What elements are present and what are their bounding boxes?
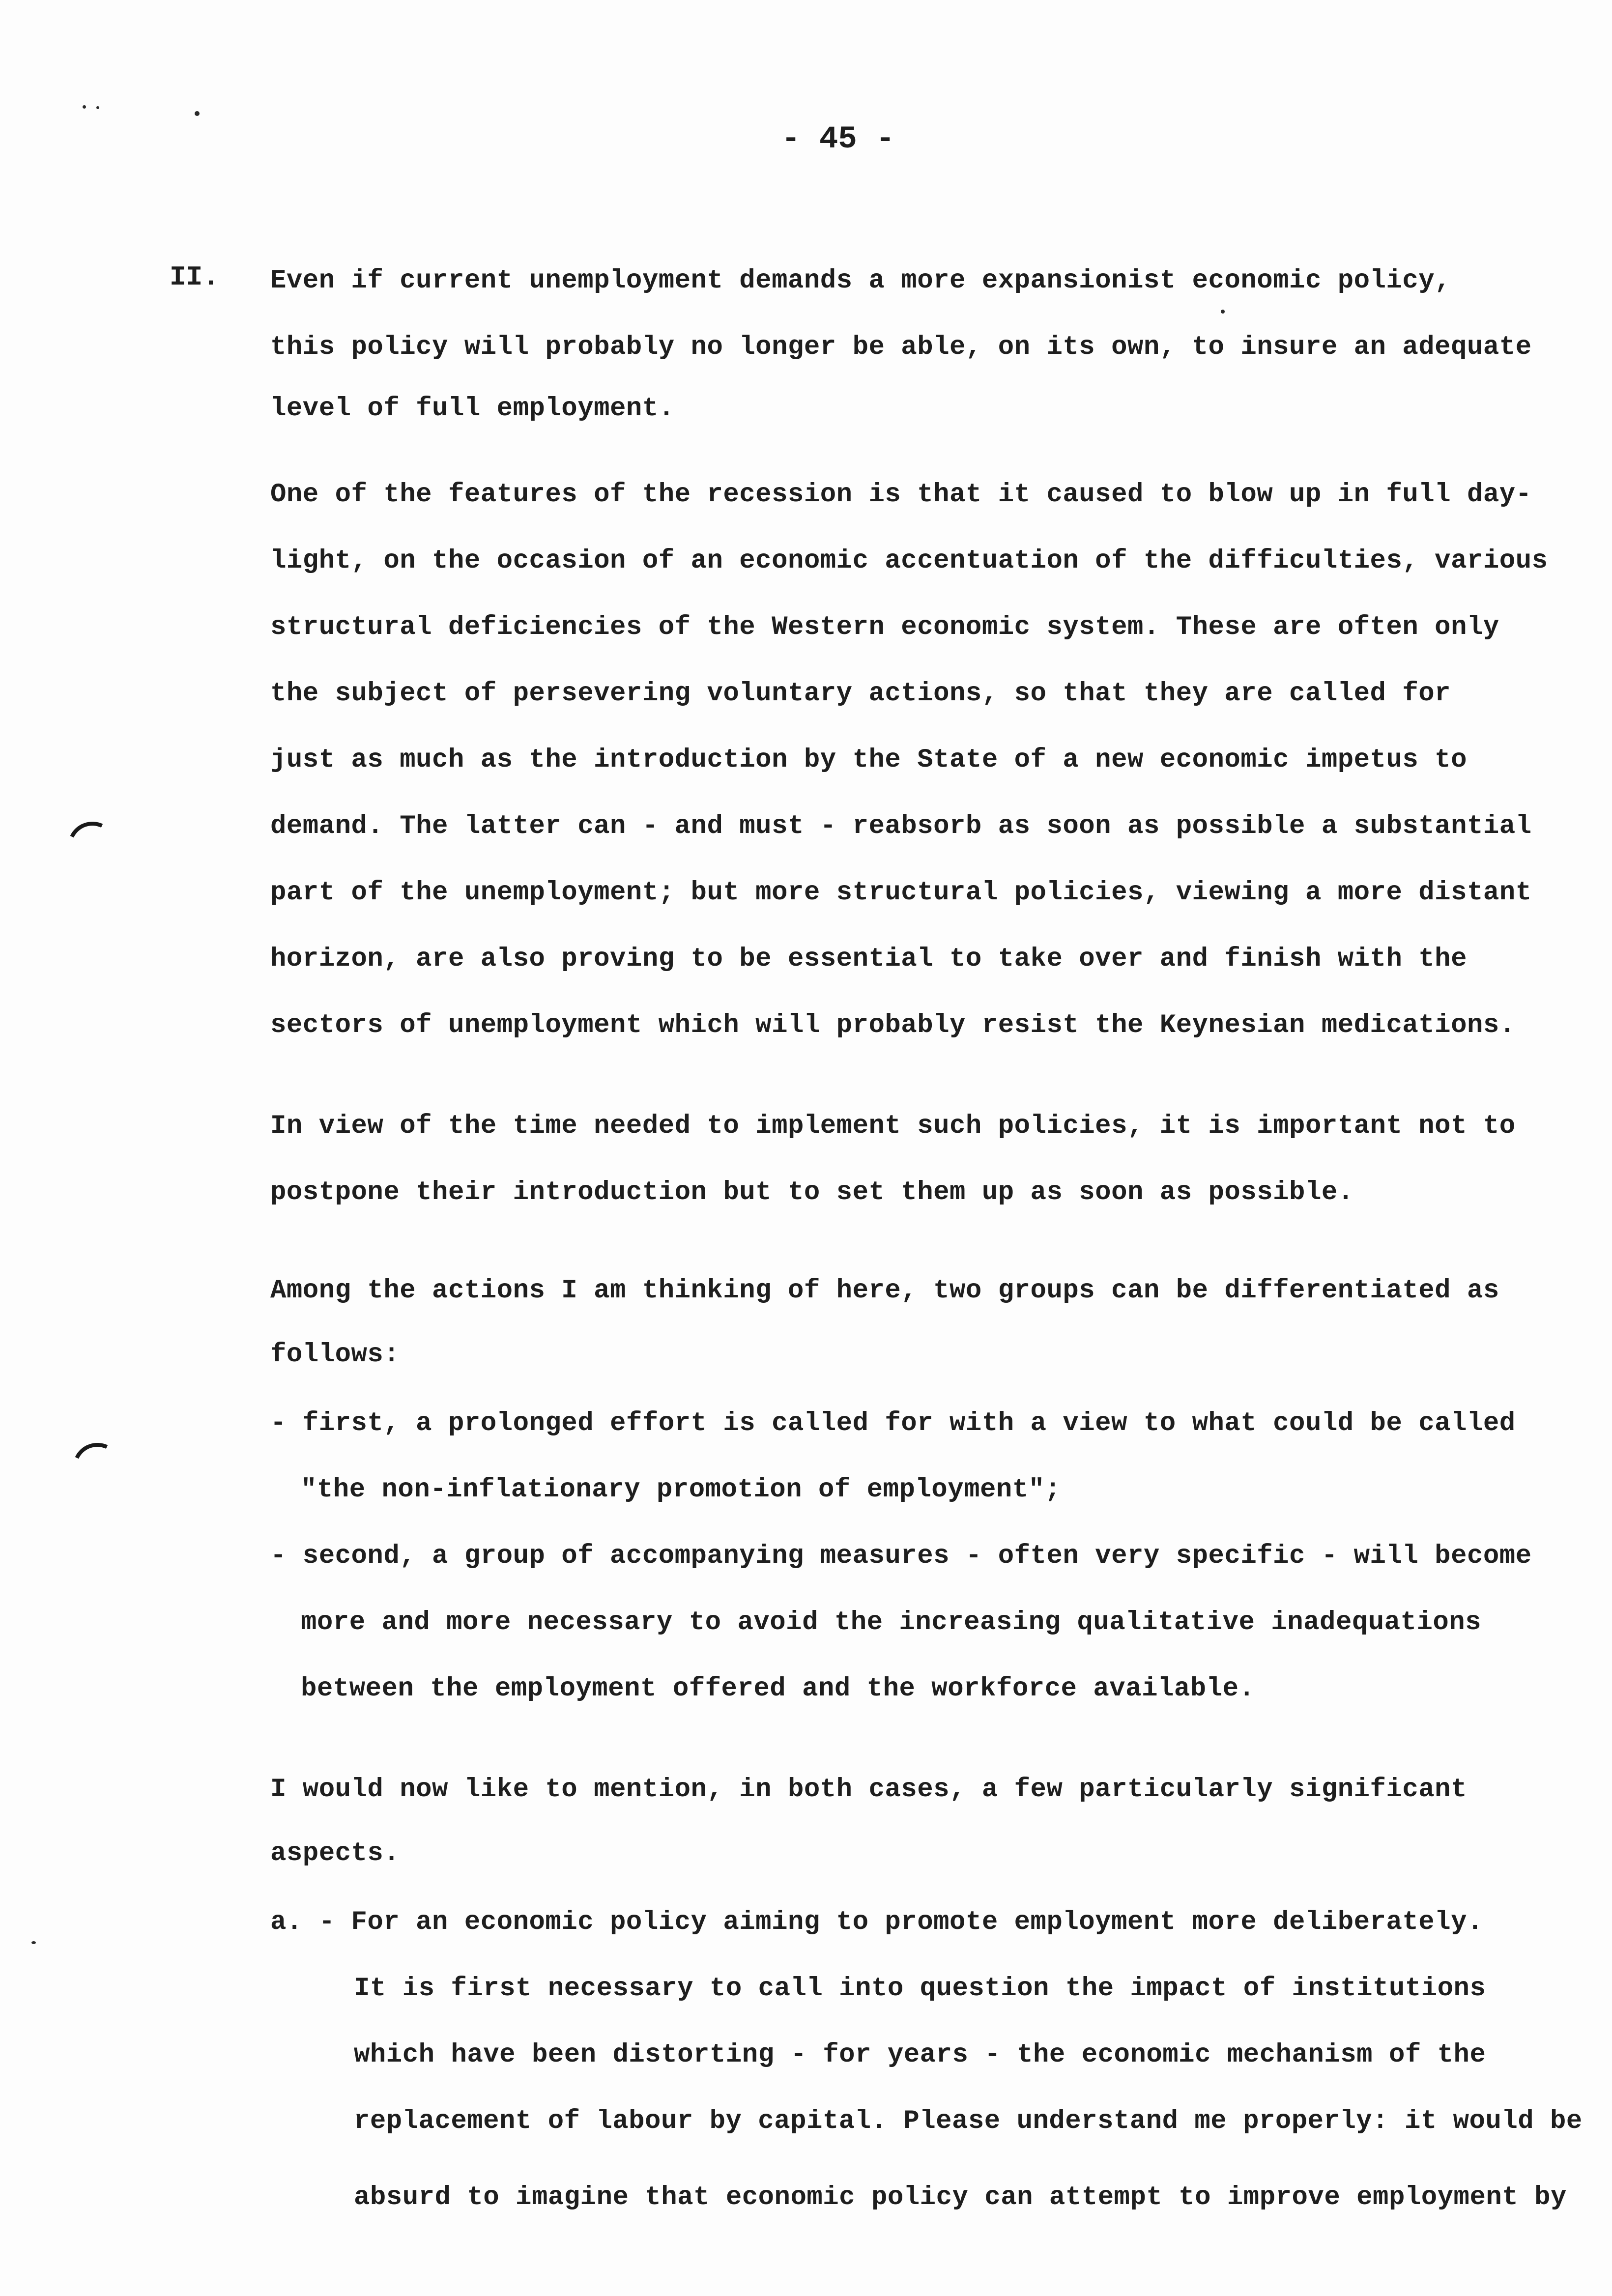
text-line: absurd to imagine that economic policy can attempt to improve employment by xyxy=(354,2182,1567,2212)
text-line: follows: xyxy=(270,1340,400,1370)
text-line: this policy will probably no longer be able, on its own, to insure an adequate xyxy=(270,332,1532,362)
text-line: the subject of persevering voluntary actions, so that they are called for xyxy=(270,679,1451,709)
text-line: Among the actions I am thinking of here, two groups can be differentiated as xyxy=(270,1276,1499,1306)
text-line: One of the features of the recession is that it caused to blow up in full day- xyxy=(270,480,1532,510)
scan-speck xyxy=(1221,310,1225,314)
list-item-line: "the non-inflationary promotion of employment"; xyxy=(301,1475,1061,1505)
list-item-line: - second, a group of accompanying measures - often very specific - will become xyxy=(270,1541,1532,1571)
list-item-line: between the employment offered and the workforce available. xyxy=(301,1674,1255,1704)
text-line: level of full employment. xyxy=(270,394,675,424)
text-line: aspects. xyxy=(270,1838,400,1868)
text-line: just as much as the introduction by the State of a new economic impetus to xyxy=(270,745,1467,775)
text-line: which have been distorting - for years - the economic mechanism of the xyxy=(354,2040,1486,2070)
punch-hole-mark xyxy=(61,815,124,878)
text-line: It is first necessary to call into question the impact of institutions xyxy=(354,1974,1486,2004)
text-line: part of the unemployment; but more structural policies, viewing a more distant xyxy=(270,878,1532,908)
text-line: light, on the occasion of an economic accentuation of the difficulties, various xyxy=(270,546,1548,576)
scan-speck xyxy=(195,111,200,116)
text-line: I would now like to mention, in both cases, a few particularly significant xyxy=(270,1775,1467,1805)
scan-speck xyxy=(96,106,99,109)
scan-speck xyxy=(83,105,86,109)
page-number: - 45 - xyxy=(781,122,895,157)
list-item-line: more and more necessary to avoid the increasing qualitative inadequations xyxy=(301,1607,1482,1637)
text-line: sectors of unemployment which will probably resist the Keynesian medications. xyxy=(270,1010,1516,1040)
scan-speck xyxy=(31,1941,36,1944)
text-line: In view of the time needed to implement such policies, it is important not to xyxy=(270,1111,1516,1141)
subsection-heading-line: a. - For an economic policy aiming to promote employment more deliberately. xyxy=(270,1907,1483,1937)
punch-hole-mark xyxy=(66,1436,129,1499)
text-line: replacement of labour by capital. Please understand me properly: it would be xyxy=(354,2106,1583,2136)
text-line: horizon, are also proving to be essential to take over and finish with the xyxy=(270,944,1467,974)
text-line: Even if current unemployment demands a more expansionist economic policy, xyxy=(270,266,1451,296)
text-line: postpone their introduction but to set them up as soon as possible. xyxy=(270,1177,1354,1207)
text-line: demand. The latter can - and must - reabsorb as soon as possible a substantial xyxy=(270,811,1532,841)
list-item-line: - first, a prolonged effort is called for with a view to what could be called xyxy=(270,1408,1516,1438)
section-number: II. xyxy=(170,261,219,293)
text-line: structural deficiencies of the Western economic system. These are often only xyxy=(270,612,1499,642)
